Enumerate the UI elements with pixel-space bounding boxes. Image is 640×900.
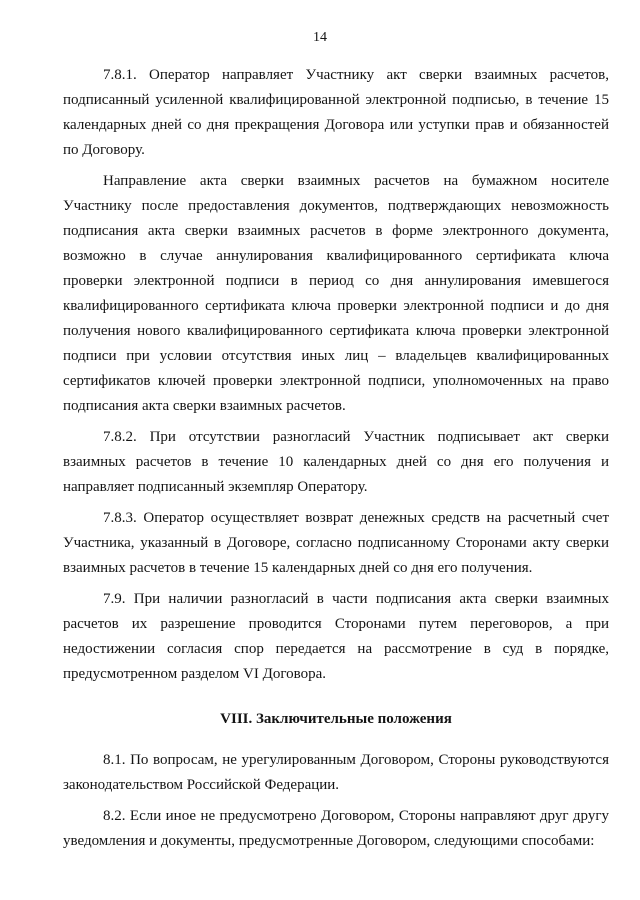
paragraph-8-2: 8.2. Если иное не предусмотрено Договором, Стороны направляют друг другу уведомления и документы, предусмотренные Договором, следующими способами: xyxy=(63,808,609,849)
paragraph-7-8-2: 7.8.2. При отсутствии разногласий Участник подписывает акт сверки взаимных расчетов в течение 10 календарных дней со дня его получения и направляет подписанный экземпляр Оператору. xyxy=(63,429,609,495)
document-body xyxy=(63,63,609,860)
paragraph-8-1: 8.1. По вопросам, не урегулированным Договором, Стороны руководствуются законодательством Российской Федерации. xyxy=(63,752,609,793)
paragraph-paper-act: Направление акта сверки взаимных расчетов на бумажном носителе Участнику после предоставления документов, подтверждающих невозможность подписания акта сверки взаимных расчетов в форме электронного документа, возможно в случае аннулирования квалифицированного сертификата ключа проверки электронной подписи в период со дня аннулирования имевшегося квалифицированного сертификата ключа проверки электронной подписи и до дня получения нового квалифицированного сертификата ключа проверки электронной подписи при условии отсутствия иных лиц – владельцев квалифицированных сертификатов ключей проверки электронной подписи, уполномоченных на право подписания акта сверки взаимных расчетов. xyxy=(63,173,609,414)
paragraph-7-8-1: 7.8.1. Оператор направляет Участнику акт сверки взаимных расчетов, подписанный усиленной квалифицированной электронной подписью, в течение 15 календарных дней со дня прекращения Договора или уступки прав и обязанностей по Договору. xyxy=(63,67,609,158)
paragraph-7-9: 7.9. При наличии разногласий в части подписания акта сверки взаимных расчетов их разрешение проводится Сторонами путем переговоров, а при недостижении согласия спор передается на рассмотрение в суд в порядке, предусмотренном разделом VI Договора. xyxy=(63,591,609,682)
section-title: VIII. Заключительные положения xyxy=(220,711,452,727)
paragraph-7-8-3: 7.8.3. Оператор осуществляет возврат денежных средств на расчетный счет Участника, указанный в Договоре, согласно подписанному Сторонами акту сверки взаимных расчетов в течение 15 календарных дней со дня его получения. xyxy=(63,510,609,576)
page-number: 14 xyxy=(313,30,327,45)
